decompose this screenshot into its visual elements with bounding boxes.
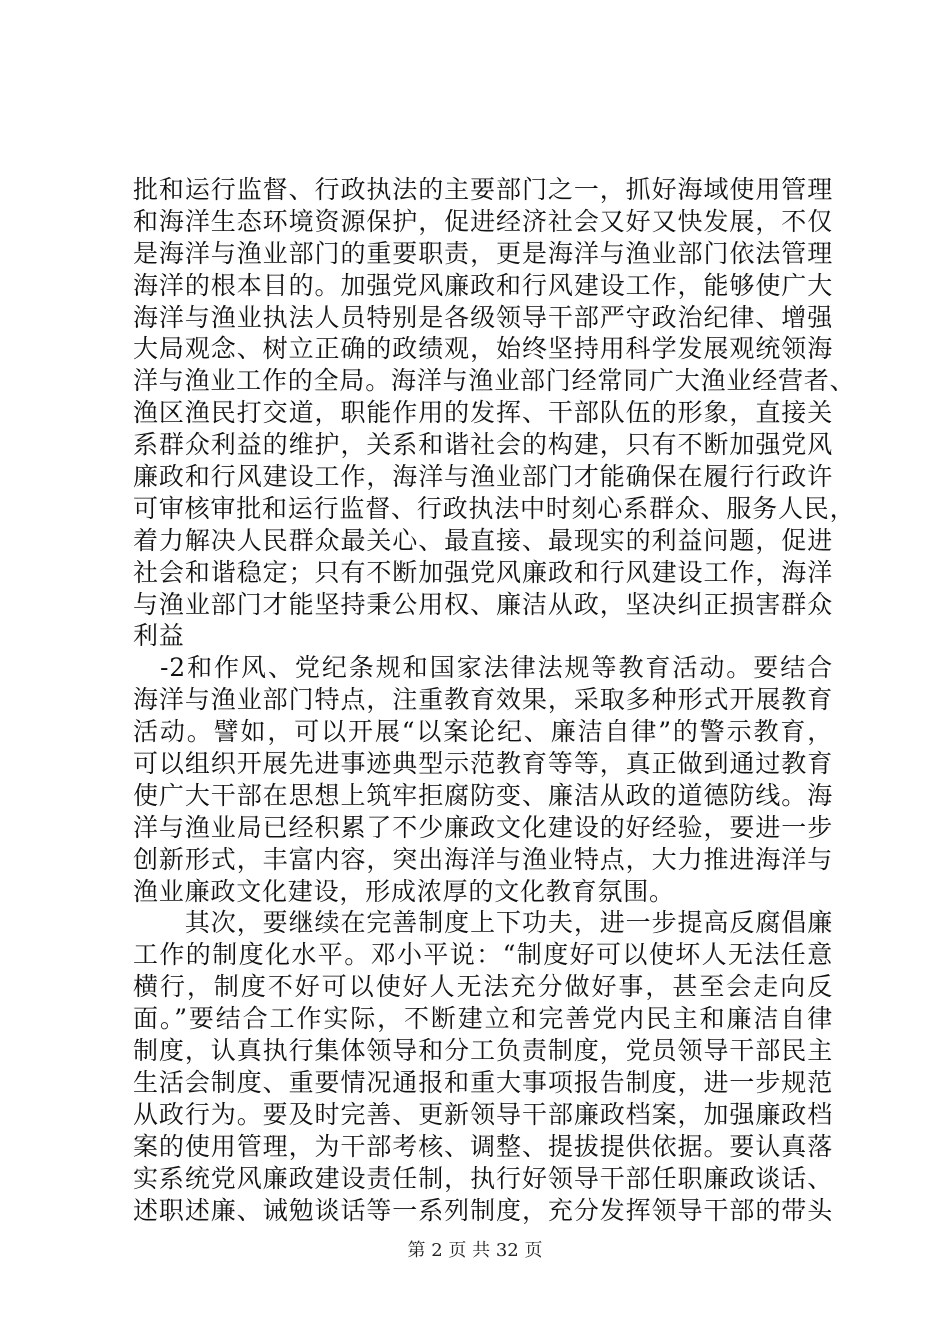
text-line: 海洋与渔业部门特点，注重教育效果，采取多种形式开展教育 bbox=[133, 685, 833, 715]
text-line: 制度，认真执行集体领导和分工负责制度，党员领导干部民主 bbox=[133, 1036, 833, 1066]
text-line: 工作的制度化水平。邓小平说：“制度好可以使坏人无法任意 bbox=[133, 940, 833, 970]
text-line: 面。”要结合工作实际，不断建立和完善党内民主和廉洁自律 bbox=[133, 1004, 833, 1034]
text-line: 洋与渔业工作的全局。海洋与渔业部门经常同广大渔业经营者、 bbox=[133, 366, 856, 396]
text-line: 海洋与渔业执法人员特别是各级领导干部严守政治纪律、增强 bbox=[133, 302, 833, 332]
text-line: 和海洋生态环境资源保护，促进经济社会又好又快发展，不仅 bbox=[133, 206, 833, 236]
text-line: 横行，制度不好可以使好人无法充分做好事，甚至会走向反 bbox=[133, 972, 833, 1002]
text-line: 活动。譬如，可以开展“以案论纪、廉洁自律”的警示教育， bbox=[133, 717, 833, 747]
page-number-footer: 第 2 页 共 32 页 bbox=[407, 1240, 543, 1261]
text-line: 与渔业部门才能坚持秉公用权、廉洁从政，坚决纠正损害群众 bbox=[133, 589, 833, 619]
text-line: 批和运行监督、行政执法的主要部门之一，抓好海域使用管理 bbox=[133, 175, 833, 204]
text-line: 可以组织开展先进事迹典型示范教育等等，真正做到通过教育 bbox=[133, 749, 833, 779]
text-line: 渔区渔民打交道，职能作用的发挥、干部队伍的形象，直接关 bbox=[133, 398, 833, 428]
text-line: 创新形式，丰富内容，突出海洋与渔业特点，大力推进海洋与 bbox=[133, 844, 833, 874]
text-line: 利益 bbox=[133, 621, 185, 651]
text-line: 社会和谐稳定；只有不断加强党风廉政和行风建设工作，海洋 bbox=[133, 557, 833, 587]
document-body bbox=[133, 174, 856, 1226]
text-line: 述职述廉、诫勉谈话等一系列制度，充分发挥领导干部的带头 bbox=[133, 1195, 833, 1225]
text-line: 廉政和行风建设工作，海洋与渔业部门才能确保在履行行政许 bbox=[133, 462, 833, 492]
text-line: 大局观念、树立正确的政绩观，始终坚持用科学发展观统领海 bbox=[133, 334, 833, 364]
text-line: 渔业廉政文化建设，形成浓厚的文化教育氛围。 bbox=[133, 876, 675, 906]
text-line: -2和作风、党纪条规和国家法律法规等教育活动。要结合 bbox=[133, 653, 833, 683]
text-line: 生活会制度、重要情况通报和重大事项报告制度，进一步规范 bbox=[133, 1067, 833, 1097]
text-line: 使广大干部在思想上筑牢拒腐防变、廉洁从政的道德防线。海 bbox=[133, 780, 833, 810]
text-line: 从政行为。要及时完善、更新领导干部廉政档案，加强廉政档 bbox=[133, 1099, 833, 1129]
text-line: 洋与渔业局已经积累了不少廉政文化建设的好经验，要进一步 bbox=[133, 812, 833, 842]
text-line: 可审核审批和运行监督、行政执法中时刻心系群众、服务人民， bbox=[133, 493, 856, 523]
text-line: 海洋的根本目的。加强党风廉政和行风建设工作，能够使广大 bbox=[133, 270, 833, 300]
text-line: 系群众利益的维护，关系和谐社会的构建，只有不断加强党风 bbox=[133, 430, 833, 460]
text-line: 着力解决人民群众最关心、最直接、最现实的利益问题，促进 bbox=[133, 525, 833, 555]
text-line: 其次，要继续在完善制度上下功夫，进一步提高反腐倡廉 bbox=[133, 908, 833, 938]
text-line: 案的使用管理，为干部考核、调整、提拔提供依据。要认真落 bbox=[133, 1131, 833, 1161]
text-line: 实系统党风廉政建设责任制，执行好领导干部任职廉政谈话、 bbox=[133, 1163, 833, 1193]
text-line: 是海洋与渔业部门的重要职责，更是海洋与渔业部门依法管理 bbox=[133, 238, 833, 268]
